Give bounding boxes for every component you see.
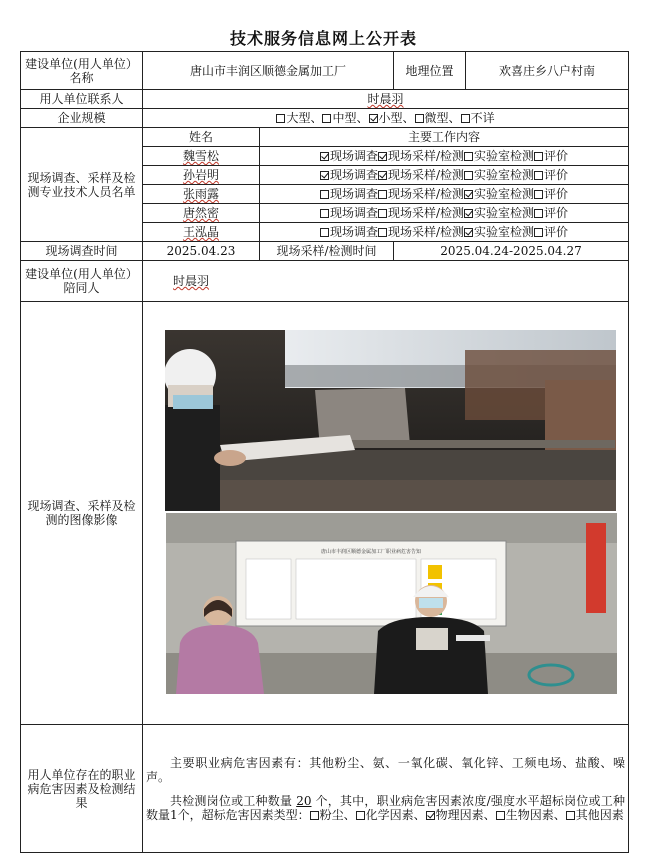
checkbox-icon xyxy=(320,190,329,199)
sampling-time-label-cell: 现场采样/检测时间 xyxy=(260,242,394,261)
result-label-cell: 用人单位存在的职业病危害因素及检测结果 xyxy=(21,725,143,853)
checkbox-icon xyxy=(276,114,285,123)
checkbox-icon xyxy=(378,209,387,218)
work-option-label: 评价 xyxy=(544,206,569,220)
checkbox-icon xyxy=(534,209,543,218)
work-option[interactable] xyxy=(464,168,534,182)
companion-value-cell xyxy=(143,261,629,302)
unit-name-cell xyxy=(143,52,394,90)
hazard-option-label: 其他因素 xyxy=(575,807,624,822)
unit-name: 唐山市丰润区顺德金属加工厂 xyxy=(190,63,347,78)
scale-label: 企业规模 xyxy=(57,111,106,125)
work-option[interactable] xyxy=(378,187,464,201)
scale-option[interactable]: 不详 xyxy=(461,111,495,125)
notice-board-text: 唐山市丰润区顺德金属加工厂职业病危害告知 xyxy=(320,549,422,555)
checkbox-icon xyxy=(378,152,387,161)
hazard-option-label: 物理因素、 xyxy=(435,807,496,822)
scale-option[interactable]: 中型、 xyxy=(322,111,368,125)
location-label: 地理位置 xyxy=(405,63,454,78)
staff-name: 唐然密 xyxy=(143,204,260,223)
checkbox-icon xyxy=(496,811,505,820)
checkbox-icon xyxy=(534,190,543,199)
checkbox-icon xyxy=(464,228,473,237)
work-option-label: 现场采样/检测 xyxy=(387,206,465,220)
checkbox-icon xyxy=(320,171,329,180)
checkbox-icon xyxy=(464,152,473,161)
work-option-label: 评价 xyxy=(544,225,569,239)
staff-work xyxy=(260,223,629,242)
staff-name: 魏雪松 xyxy=(143,147,260,166)
contact-value: 时晨羽 xyxy=(367,92,404,106)
checkbox-icon xyxy=(378,190,387,199)
images-label-cell: 现场调查、采样及检测的图像影像 xyxy=(21,302,143,725)
survey-time-value-cell: 2025.04.23 xyxy=(143,242,260,261)
work-option-label: 实验室检测 xyxy=(474,206,535,220)
checkbox-icon xyxy=(356,811,365,820)
work-option[interactable] xyxy=(464,206,534,220)
work-option-label: 评价 xyxy=(544,168,569,182)
scale-option[interactable]: 微型、 xyxy=(415,111,461,125)
work-option-label: 现场采样/检测 xyxy=(387,225,465,239)
staff-name: 王泓晶 xyxy=(143,223,260,242)
staff-work-header: 主要工作内容 xyxy=(260,128,629,147)
checkbox-icon xyxy=(461,114,470,123)
document-title: 技术服务信息网上公开表 xyxy=(229,29,417,48)
checkbox-icon xyxy=(415,114,424,123)
contact-value-cell xyxy=(143,90,629,109)
checkbox-icon xyxy=(320,152,329,161)
work-option-label: 评价 xyxy=(544,187,569,201)
work-option[interactable] xyxy=(320,168,378,182)
hazard-option-label: 粉尘、 xyxy=(319,807,356,822)
work-option[interactable] xyxy=(534,225,568,239)
sampling-time-value-cell: 2025.04.24-2025.04.27 xyxy=(394,242,629,261)
scale-option[interactable]: 大型、 xyxy=(276,111,322,125)
result-count: 20 xyxy=(296,793,312,808)
work-option-label: 现场调查 xyxy=(329,206,378,220)
staff-work xyxy=(260,204,629,223)
work-option[interactable] xyxy=(320,149,378,163)
work-option[interactable] xyxy=(464,187,534,201)
work-option-label: 现场采样/检测 xyxy=(387,187,465,201)
work-option[interactable] xyxy=(320,187,378,201)
hazard-option[interactable] xyxy=(356,808,426,822)
work-option[interactable] xyxy=(378,225,464,239)
result-paragraph-2: 共检测岗位或工种数量 20 个，其中，职业病危害因素浓度/强度水平超标岗位或工种数量1个，超标危害因素类型： 粉尘、 化学因素、 物理因素、 生物因素、 其他因素 xyxy=(146,793,626,822)
scale-options xyxy=(143,109,629,128)
hazard-option-label: 化学因素、 xyxy=(365,807,426,822)
staff-label-cell xyxy=(21,128,143,242)
hazard-option[interactable] xyxy=(310,808,356,822)
checkbox-icon xyxy=(464,190,473,199)
checkbox-icon xyxy=(369,114,378,123)
result-paragraph-1: 主要职业病危害因素有：其他粉尘、氨、一氧化碳、氧化锌、工频电场、盐酸、噪声。 xyxy=(146,755,626,784)
staff-work xyxy=(260,166,629,185)
work-option-label: 现场调查 xyxy=(329,187,378,201)
survey-time-label-cell: 现场调查时间 xyxy=(21,242,143,261)
site-photo-workshop xyxy=(165,330,616,511)
result-text-cell xyxy=(143,725,629,853)
work-option-label: 评价 xyxy=(544,149,569,163)
checkbox-icon xyxy=(534,152,543,161)
checkbox-icon xyxy=(310,811,319,820)
work-option-label: 现场调查 xyxy=(329,149,378,163)
checkbox-icon xyxy=(534,171,543,180)
checkbox-icon xyxy=(534,228,543,237)
unit-label-cell xyxy=(21,52,143,90)
work-option[interactable] xyxy=(378,206,464,220)
work-option-label: 现场采样/检测 xyxy=(387,168,465,182)
location-value-cell xyxy=(466,52,629,90)
work-option[interactable] xyxy=(320,225,378,239)
checkbox-icon xyxy=(320,228,329,237)
work-option-label: 实验室检测 xyxy=(474,225,535,239)
hazard-types xyxy=(310,808,624,822)
checkbox-icon xyxy=(378,171,387,180)
work-option[interactable] xyxy=(320,206,378,220)
contact-label-cell xyxy=(21,90,143,109)
site-photo-notice xyxy=(166,513,617,694)
hazard-option-label: 生物因素、 xyxy=(505,807,566,822)
work-option-label: 现场调查 xyxy=(329,225,378,239)
staff-name: 张雨露 xyxy=(143,185,260,204)
work-option-label: 实验室检测 xyxy=(474,187,535,201)
unit-label: 建设单位(用人单位）名称 xyxy=(25,56,138,85)
notice-photo-image xyxy=(166,513,617,694)
checkbox-icon xyxy=(322,114,331,123)
work-option-label: 实验室检测 xyxy=(474,149,535,163)
work-option[interactable] xyxy=(378,168,464,182)
work-option[interactable] xyxy=(534,206,568,220)
checkbox-icon xyxy=(320,209,329,218)
checkbox-icon xyxy=(464,209,473,218)
scale-label-cell xyxy=(21,109,143,128)
work-option[interactable] xyxy=(464,149,534,163)
checkbox-icon xyxy=(464,171,473,180)
work-option-label: 现场采样/检测 xyxy=(387,149,465,163)
work-option[interactable] xyxy=(378,149,464,163)
companion-label-cell: 建设单位(用人单位）陪同人 xyxy=(21,261,143,302)
staff-label: 现场调查、采样及检测专业技术人员名单 xyxy=(27,170,136,199)
staff-name-header: 姓名 xyxy=(143,128,260,147)
hazard-option[interactable] xyxy=(566,808,624,822)
staff-name: 孙岩明 xyxy=(143,166,260,185)
contact-label: 用人单位联系人 xyxy=(39,92,124,106)
checkbox-icon xyxy=(566,811,575,820)
checkbox-icon xyxy=(426,811,435,820)
staff-work xyxy=(260,147,629,166)
work-option[interactable] xyxy=(534,149,568,163)
hazard-option[interactable] xyxy=(426,808,496,822)
work-option-label: 实验室检测 xyxy=(474,168,535,182)
location-value: 欢喜庄乡八户村南 xyxy=(499,63,596,78)
hazard-option[interactable] xyxy=(496,808,566,822)
scale-option[interactable]: 小型、 xyxy=(369,111,415,125)
workshop-photo-image xyxy=(165,330,616,511)
location-label-cell xyxy=(394,52,466,90)
work-option[interactable] xyxy=(464,225,534,239)
companion-value: 时晨羽 xyxy=(173,274,210,288)
staff-work xyxy=(260,185,629,204)
checkbox-icon xyxy=(378,228,387,237)
work-option[interactable] xyxy=(534,168,568,182)
work-option-label: 现场调查 xyxy=(329,168,378,182)
work-option[interactable] xyxy=(534,187,568,201)
